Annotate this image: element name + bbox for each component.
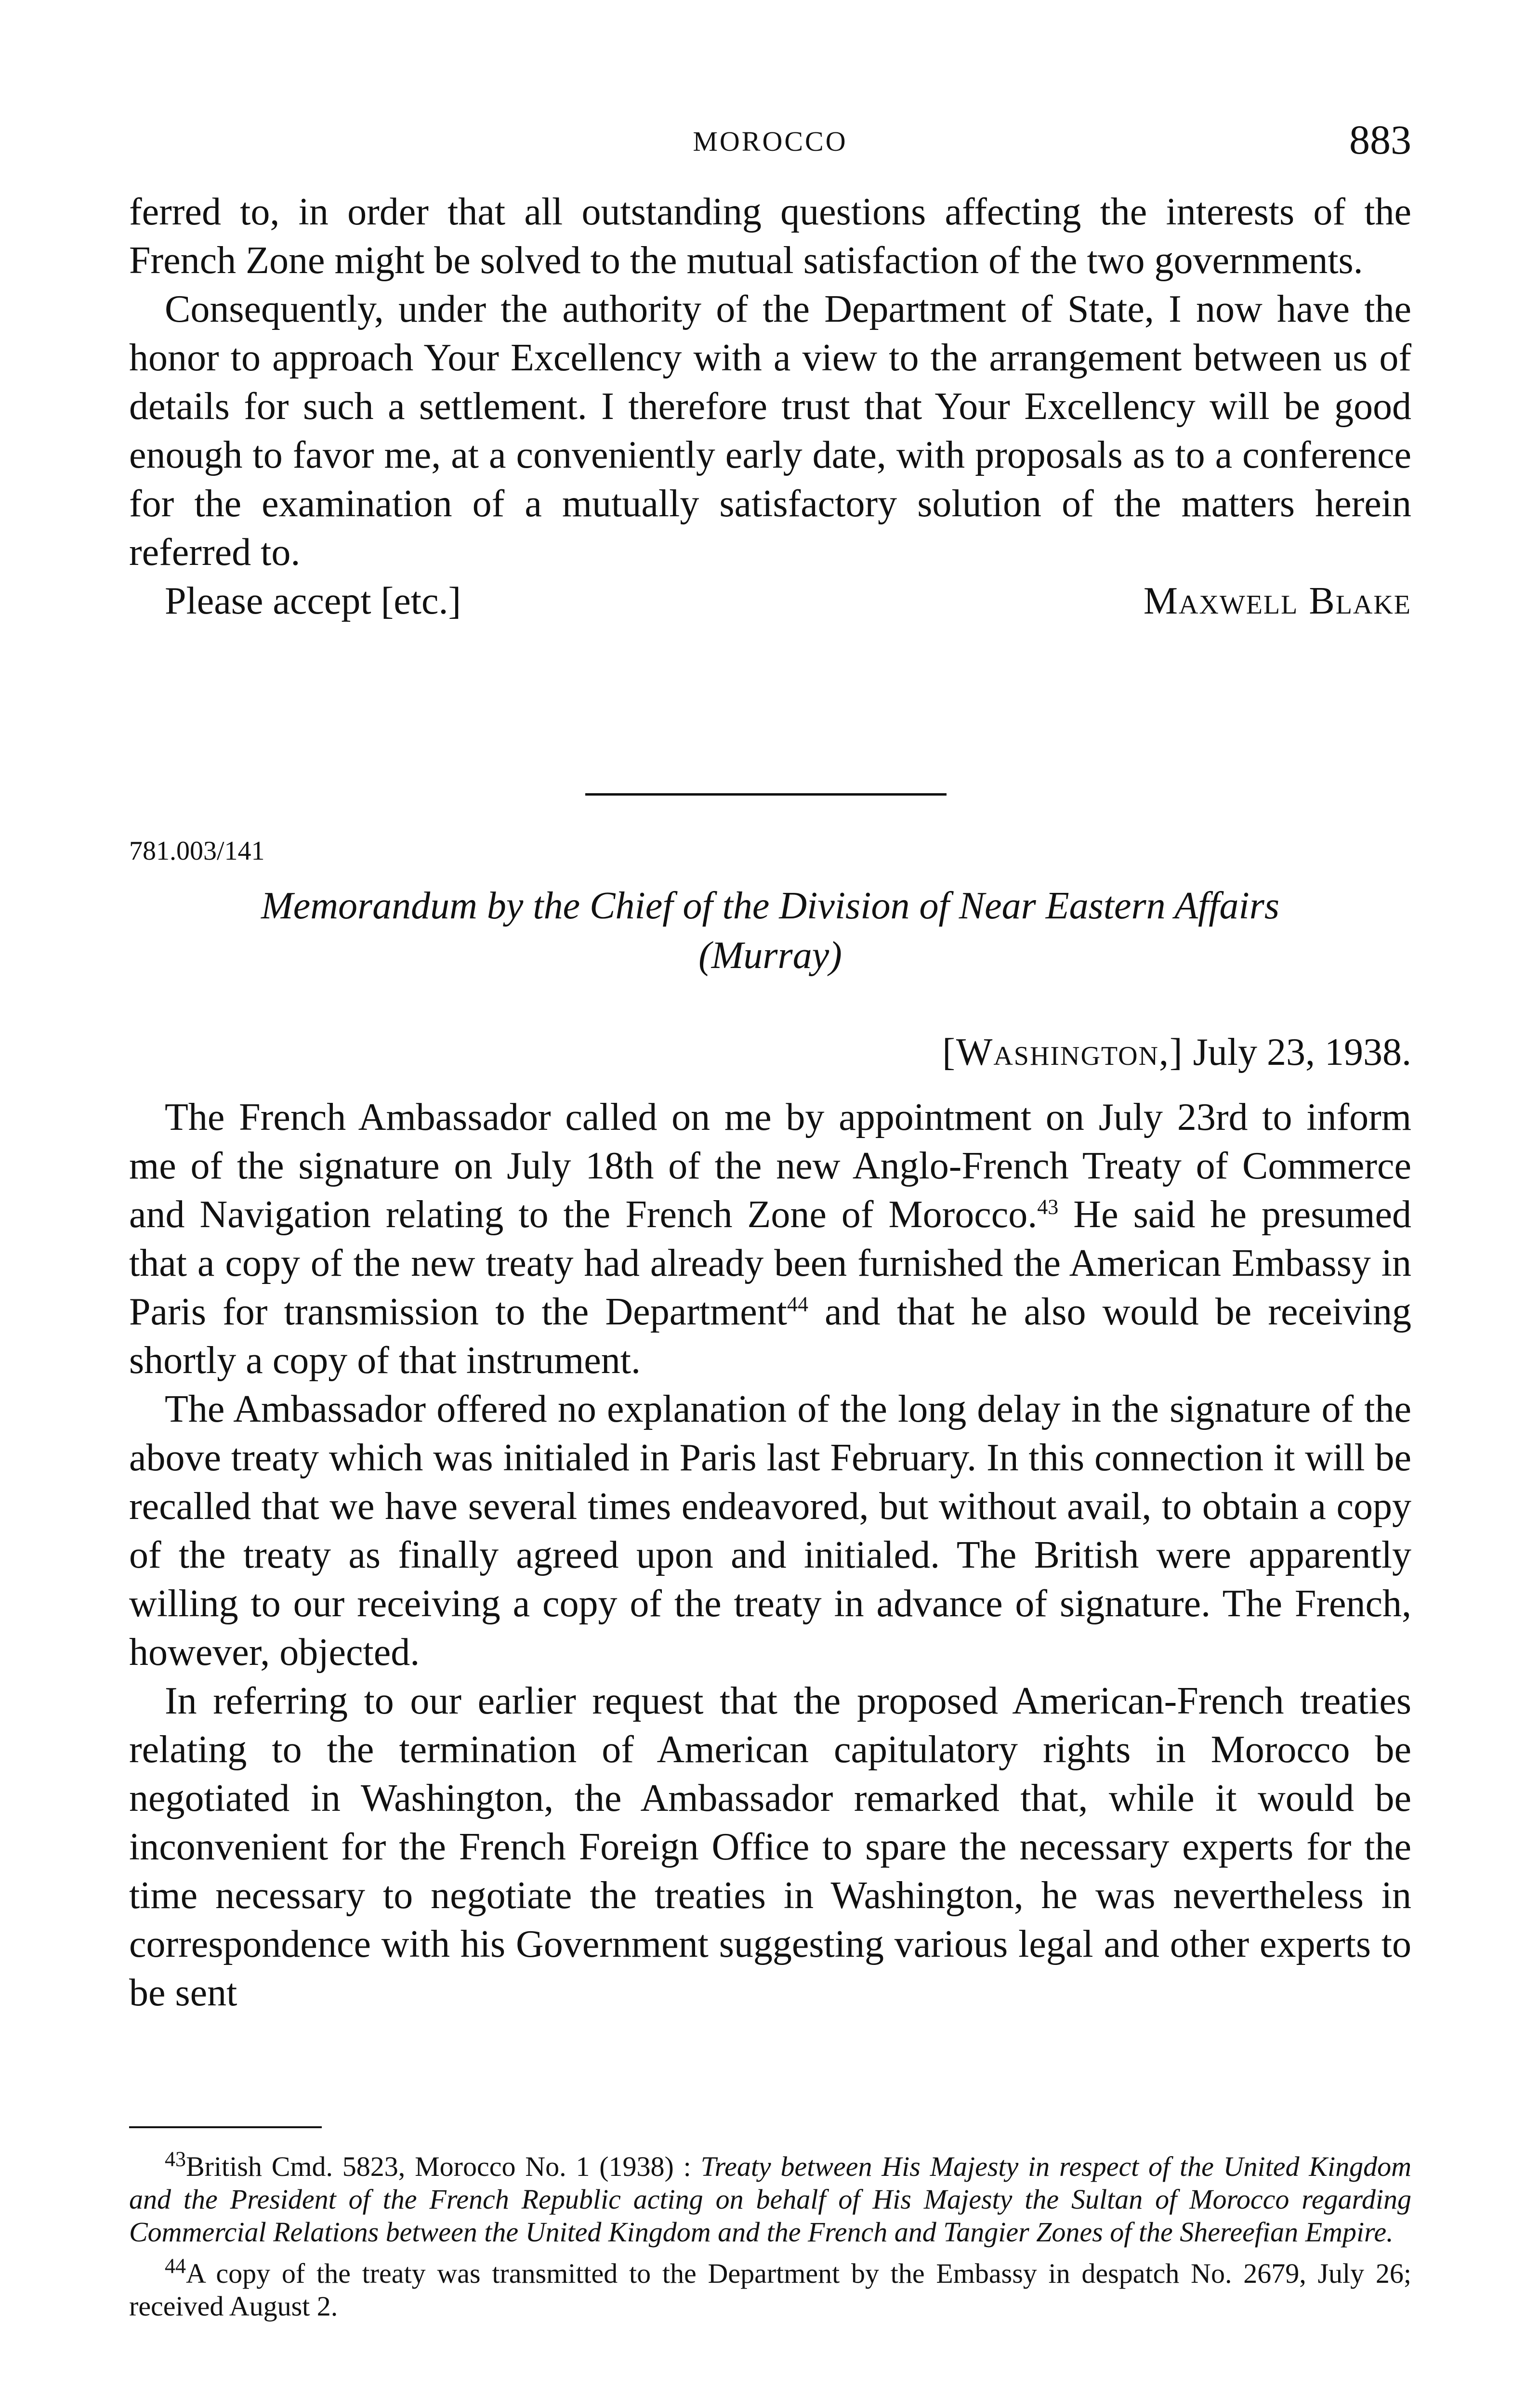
- letter-closing: Please accept [etc.]: [165, 580, 461, 622]
- letter-continuation: ferred to, in order that all outstanding questions affecting the interests of the French Zone might be solved to the mutual satisfaction of the two governments.: [129, 191, 1411, 282]
- dateline: [942, 1031, 1411, 1074]
- memo-p1-part-a: The French Ambassador called on me by appointment on July 23rd to inform me of the signature on July 18th of the new Anglo-French Treaty of Commerce and Navigation relating to the French Zone of Morocco.: [129, 1096, 1411, 1236]
- memo-paragraph-3: In referring to our earlier request that the proposed American-French treaties relating to the termination of American capitulatory rights in Morocco be negotiated in Washington, the Ambassador remarked that, while it would be inconvenient for the French Foreign Office to spare the necessary experts for the time necessary to negotiate the treaties in Washington, he was nevertheless in correspondence with his Government suggesting various legal and other experts to be sent: [129, 1680, 1411, 2014]
- memo-p1-part-b: He said he presumed that a copy of the new treaty had already been furnished the American Embassy in Paris for transmission to the Department: [129, 1193, 1411, 1333]
- section-divider: [585, 793, 947, 796]
- footnote-lead: A copy of the treaty was transmitted to the Department by the Embassy in despatch No. 2679, July 26; received August 2.: [129, 2258, 1411, 2322]
- dateline-date: July 23, 1938.: [1193, 1031, 1411, 1073]
- memorandum-title-line1: Memorandum by the Chief of the Division of Near Eastern Affairs: [261, 885, 1279, 927]
- memorandum-title-line2: (Murray): [698, 934, 842, 977]
- footnotes: [129, 2147, 1411, 2331]
- file-number: 781.003/141: [129, 836, 265, 866]
- footnote-marker: 44: [165, 2254, 186, 2278]
- footnote-ref-43[interactable]: 43: [1037, 1195, 1059, 1219]
- footnote-44: [129, 2254, 1411, 2323]
- page-number: 883: [1349, 117, 1411, 163]
- footnote-italic: Treaty between His Majesty in respect of the United Kingdom and the President of the French Republic acting on behalf of His Majesty the Sultan of Morocco regarding Commercial Relations between the United Kingdom and the French and Tangier Zones of the Shereefian Empire.: [129, 2151, 1411, 2248]
- running-head: MOROCCO: [693, 126, 848, 157]
- footnote-43: [129, 2147, 1411, 2249]
- letter-paragraph: Consequently, under the authority of the Department of State, I now have the honor to approach Your Excellency with a view to the arrangement between us of details for such a settlement. I therefore trust that Your Excellency will be good enough to favor me, at a conveniently early date, with proposals as to a conference for the examination of a mutually satisfactory solution of the matters herein referred to.: [129, 288, 1411, 574]
- footnote-lead: British Cmd. 5823, Morocco No. 1 (1938) :: [186, 2151, 701, 2182]
- page-header: [129, 116, 1411, 173]
- letter-closing-line: [129, 577, 1411, 626]
- memo-p1-part-c: and that he also would be receiving shortly a copy of that instrument.: [129, 1291, 1412, 1382]
- footnote-ref-44[interactable]: 44: [787, 1292, 809, 1316]
- dateline-place: [Washington,]: [942, 1031, 1184, 1073]
- letter-text: [129, 188, 1411, 626]
- footnote-divider: [129, 2126, 322, 2128]
- memo-paragraph-1: [129, 1093, 1411, 1385]
- memorandum-title: [129, 881, 1411, 981]
- footnote-marker: 43: [165, 2147, 186, 2171]
- letter-signature: Maxwell Blake: [1143, 580, 1411, 622]
- memo-paragraph-2: The Ambassador offered no explanation of the long delay in the signature of the above treaty which was initialed in Paris last February. In this connection it will be recalled that we have several times endeavored, but without avail, to obtain a copy of the treaty as finally agreed upon and initialed. The British were apparently willing to our receiving a copy of the treaty in advance of signature. The French, however, objected.: [129, 1388, 1411, 1674]
- memorandum-body: [129, 1093, 1411, 2017]
